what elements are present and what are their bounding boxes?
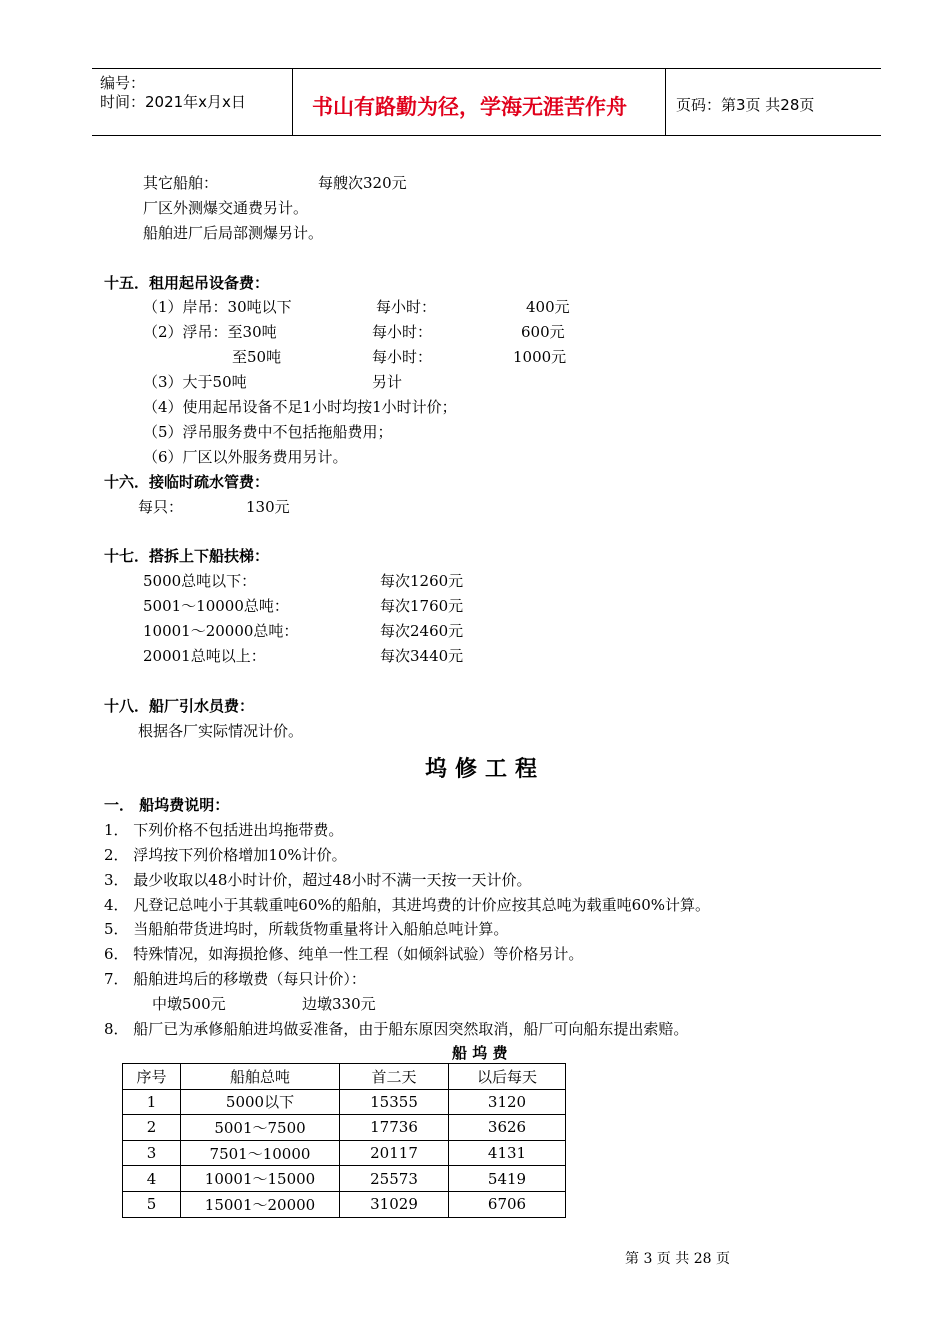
column-header: 以后每天 [449,1064,566,1090]
table-cell: 4131 [449,1140,566,1166]
crane-row-unit: 每小时： [376,298,437,316]
table-row [123,1089,566,1115]
other-ships-value: 每艘次320元 [318,174,407,192]
table-cell: 6706 [449,1191,566,1217]
table-cell: 3626 [449,1115,566,1141]
table-row [123,1115,566,1141]
crane-note: （4）使用起吊设备不足1小时均按1小时计价； [143,398,457,416]
table-cell: 20117 [340,1140,449,1166]
header-motto: 书山有路勤为径，学海无涯苦作舟 [312,95,627,119]
section-16-title: 十六．接临时疏水管费： [104,473,270,491]
header-page-label: 页码：第3页 共28页 [676,96,815,114]
move-fee-mid: 中墩500元 [152,995,226,1013]
dock-note: 6． 特殊情况，如海损抢修、纯单一性工程（如倾斜试验）等价格另计。 [104,945,584,963]
drain-pipe-label: 每只： [138,498,184,516]
table-row [123,1140,566,1166]
crane-note: （6）厂区以外服务费用另计。 [143,448,348,466]
table-cell: 5419 [449,1166,566,1192]
dock-section-title: 坞修工程 [425,757,546,782]
ladder-row-price: 每次3440元 [380,647,464,665]
dock-note: 2． 浮坞按下列价格增加10%计价。 [104,846,347,864]
dock-fee-table [122,1063,566,1218]
crane-row-label: （2）浮吊：至30吨 [143,323,277,341]
table-row [123,1166,566,1192]
table-cell: 2 [123,1115,181,1141]
pilot-fee-text: 根据各厂实际情况计价。 [138,722,304,740]
column-header: 船舶总吨 [181,1064,340,1090]
ladder-row-price: 每次1260元 [380,572,464,590]
move-fee-side: 边墩330元 [302,995,376,1013]
crane-row-unit: 每小时： [372,323,433,341]
other-ships-label: 其它船舶： [143,174,219,192]
ladder-row-label: 5001～10000总吨： [143,597,289,615]
dock-fee-subtitle: 一． 船坞费说明： [104,796,230,814]
ladder-row-label: 20001总吨以上： [143,647,266,665]
table-cell: 3120 [449,1089,566,1115]
column-header: 首二天 [340,1064,449,1090]
crane-row-unit: 每小时： [372,348,433,366]
table-header-row [123,1064,566,1090]
table-cell: 5 [123,1191,181,1217]
section-18-title: 十八．船厂引水员费： [104,697,255,715]
header-time-label: 时间：2021年x月x日 [100,93,246,111]
table-cell: 25573 [340,1166,449,1192]
crane-row-label: （1）岸吊：30吨以下 [143,298,292,316]
dock-note: 8． 船厂已为承修船舶进坞做妥准备，由于船东原因突然取消，船厂可向船东提出索赔。 [104,1020,689,1038]
drain-pipe-value: 130元 [246,498,290,516]
table-cell: 15001～20000 [181,1191,340,1217]
table-cell: 5001～7500 [181,1115,340,1141]
table-cell: 7501～10000 [181,1140,340,1166]
header-divider-left [292,69,293,136]
crane-row-label: 至50吨 [232,348,282,366]
crane-row-price: 1000元 [513,348,567,366]
ladder-row-label: 5000总吨以下： [143,572,257,590]
crane-row-price: 600元 [521,323,565,341]
header-number-label: 编号： [100,74,146,92]
text-line: 船舶进厂后局部测爆另计。 [143,224,324,242]
text-line: 厂区外测爆交通费另计。 [143,199,309,217]
section-17-title: 十七．搭拆上下船扶梯： [104,547,270,565]
dock-note: 7． 船舶进坞后的移墩费（每只计价）： [104,970,366,988]
table-cell: 15355 [340,1089,449,1115]
dock-note: 4． 凡登记总吨小于其载重吨60%的船舶，其进坞费的计价应按其总吨为载重吨60%计算。 [104,896,710,914]
crane-note: （5）浮吊服务费中不包括拖船费用； [143,423,393,441]
column-header: 序号 [123,1064,181,1090]
header-divider-right [665,69,666,136]
section-15-title: 十五．租用起吊设备费： [104,274,270,292]
ladder-row-price: 每次1760元 [380,597,464,615]
header-bottom-rule [92,135,881,136]
crane-row-price: 400元 [526,298,570,316]
header-top-rule [92,68,881,69]
dock-table-title: 船 坞 费 [452,1044,508,1062]
crane-row-unit: 另计 [372,373,403,391]
table-cell: 31029 [340,1191,449,1217]
table-cell: 4 [123,1166,181,1192]
crane-row-label: （3）大于50吨 [143,373,247,391]
dock-note: 5． 当船舶带货进坞时，所载货物重量将计入船舶总吨计算。 [104,920,509,938]
table-cell: 10001～15000 [181,1166,340,1192]
ladder-row-price: 每次2460元 [380,622,464,640]
dock-note: 3． 最少收取以48小时计价，超过48小时不满一天按一天计价。 [104,871,532,889]
dock-note: 1． 下列价格不包括进出坞拖带费。 [104,821,344,839]
table-cell: 5000以下 [181,1089,340,1115]
table-cell: 3 [123,1140,181,1166]
table-cell: 1 [123,1089,181,1115]
table-row [123,1191,566,1217]
page-footer: 第 3 页 共 28 页 [625,1251,730,1267]
table-cell: 17736 [340,1115,449,1141]
ladder-row-label: 10001～20000总吨： [143,622,299,640]
